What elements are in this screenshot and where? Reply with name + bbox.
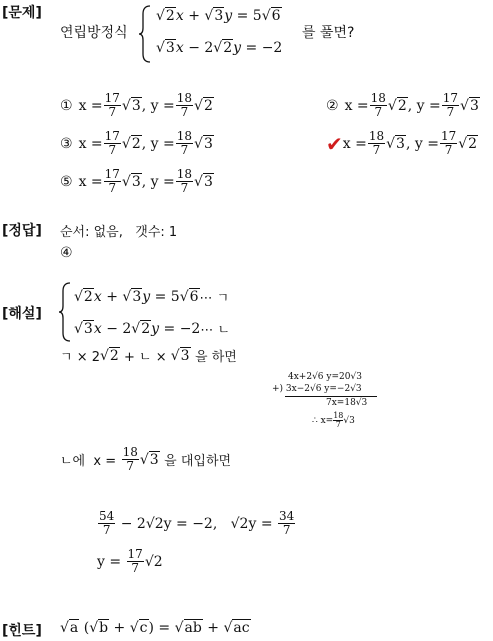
elim-line3: 7x=18√3 [326, 398, 368, 408]
answer-order-count: 순서: 없음, 갯수: 1 [60, 225, 178, 240]
option-3[interactable]: ③ x = $\frac{17}{7}$ √2 , y = $\frac{18}{7}$ √3 [60, 129, 213, 157]
fraction: $\frac{18}{7}$ [370, 91, 386, 119]
option-1[interactable]: ① x = $\frac{17}{7}$ √3 , y = $\frac{18}{7}$ √2 [60, 91, 213, 119]
explanation-substitute: ㄴ에 x = $\frac{18}{7}$ √3 을 대입하면 [60, 445, 232, 473]
radical: √3 [194, 173, 213, 190]
option-number: ⑤ [60, 173, 73, 190]
radical: √3 [386, 135, 405, 152]
hint-header: [힌트] [2, 623, 42, 639]
option-number: ① [60, 97, 73, 114]
fraction: $\frac{18}{7}$ [176, 167, 193, 195]
check-icon: ✔ [326, 131, 343, 156]
elim-line1: 4x+2√6 y=20√3 [288, 372, 362, 382]
explanation-header: [해설] [2, 306, 42, 322]
explanation-eq2: √3 x − 2 √2 y = −2 ⋯ ㄴ [74, 320, 231, 338]
answer-choice: ④ [60, 245, 73, 261]
explanation-step1: ㄱ × 2 √2 + ㄴ × √3 을 하면 [60, 347, 237, 365]
explanation-eq1: √2 x + √3 y = 5 √6 ⋯ ㄱ [74, 288, 230, 306]
fraction: $\frac{18}{7}$ [368, 129, 385, 157]
radical: √2 [121, 135, 141, 152]
problem-header: [문제] [2, 5, 42, 21]
elim-line2: +) 3x−2√6 y=−2√3 [272, 384, 362, 394]
fraction: $\frac{18}{7}$ [176, 91, 193, 119]
radical: √2 [194, 97, 213, 114]
option-2[interactable]: ② x = $\frac{18}{7}$ √2 , y = $\frac{17}{7}$ √3 [326, 91, 479, 119]
radical: √2 [387, 97, 407, 114]
radical: √3 [121, 97, 141, 114]
fraction: $\frac{17}{7}$ [442, 91, 459, 119]
radical: √2 [458, 135, 478, 152]
system-brace [138, 4, 152, 64]
explanation-brace [58, 281, 72, 343]
fraction: $\frac{18}{7}$ [176, 129, 193, 157]
answer-header: [정답] [2, 223, 42, 239]
problem-lead: 연립방정식 [60, 25, 128, 41]
problem-eq1: √2 x + √3 y = 5 √6 [156, 8, 281, 24]
fraction: $\frac{17}{7}$ [104, 167, 120, 195]
radical: √3 [121, 173, 141, 190]
option-4[interactable]: ✔ x = $\frac{18}{7}$ √3 , y = $\frac{17}{7}$ √2 [326, 129, 478, 157]
explanation-line2: y = $\frac{17}{7}$ √2 [97, 547, 163, 575]
hint-formula: √a ( √b + √c ) = √ab + √ac [60, 620, 250, 636]
option-number: ② [326, 97, 339, 114]
fraction: $\frac{17}{7}$ [104, 91, 120, 119]
option-number: ③ [60, 135, 73, 152]
problem-tail: 를 풀면? [302, 25, 355, 41]
fraction: $\frac{17}{7}$ [104, 129, 120, 157]
radical: √3 [194, 135, 213, 152]
radical: √3 [460, 97, 479, 114]
fraction: $\frac{17}{7}$ [440, 129, 457, 157]
option-5[interactable]: ⑤ x = $\frac{17}{7}$ √3 , y = $\frac{18}{7}$ √3 [60, 167, 213, 195]
explanation-line1: $\frac{54}{7}$ − 2√2y = −2, √2y = $\frac{34}{7}$ [99, 509, 295, 537]
problem-eq2: √3 x − 2 √2 y = −2 [156, 40, 283, 56]
elim-rule [285, 396, 377, 397]
elim-result: ∴ x= $\frac{18}{7}$ √3 [312, 411, 355, 429]
